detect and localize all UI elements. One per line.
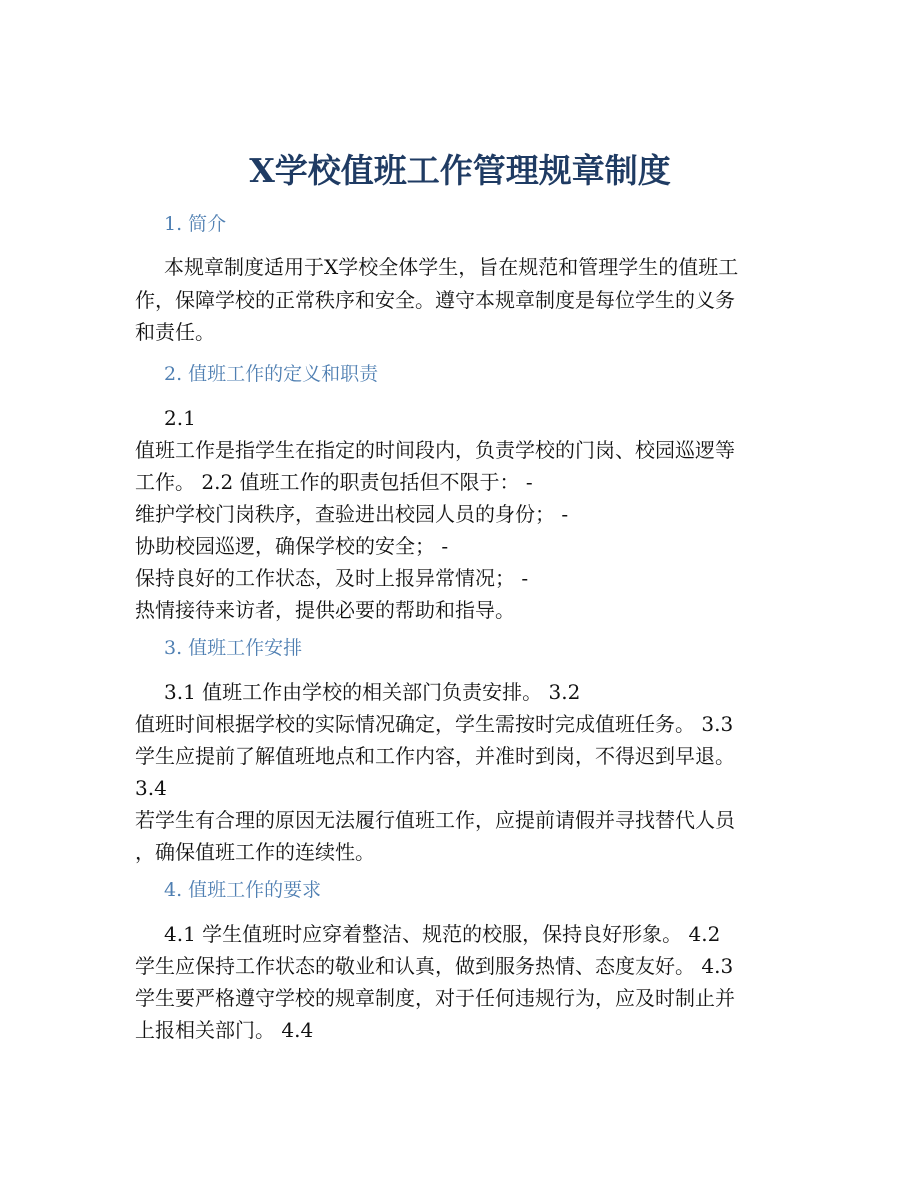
paragraph-line: 热情接待来访者，提供必要的帮助和指导。: [135, 598, 515, 622]
paragraph-line: 值班工作是指学生在指定的时间段内，负责学校的门岗、校园巡逻等: [135, 438, 735, 462]
paragraph-line: 2.1: [164, 406, 196, 430]
paragraph-line: 学生应提前了解值班地点和工作内容，并准时到岗，不得迟到早退。: [135, 744, 735, 768]
section-heading-introduction: 1. 简介: [164, 213, 227, 235]
paragraph-line: 维护学校门岗秩序，查验进出校园人员的身份； -: [135, 502, 569, 526]
section-heading-definition-duties: 2. 值班工作的定义和职责: [164, 363, 379, 385]
document-title: X学校值班工作管理规章制度: [249, 151, 671, 190]
paragraph-line: 若学生有合理的原因无法履行值班工作，应提前请假并寻找替代人员: [135, 808, 735, 832]
paragraph-line: 3.1 值班工作由学校的相关部门负责安排。 3.2: [164, 680, 581, 704]
section-heading-arrangement: 3. 值班工作安排: [164, 637, 303, 659]
paragraph-line: 和责任。: [135, 320, 215, 344]
paragraph-line: 工作。 2.2 值班工作的职责包括但不限于： -: [135, 470, 533, 494]
paragraph-line: 保持良好的工作状态，及时上报异常情况； -: [135, 566, 529, 590]
section-heading-requirements: 4. 值班工作的要求: [164, 879, 322, 901]
paragraph-line: 4.1 学生值班时应穿着整洁、规范的校服，保持良好形象。 4.2: [164, 922, 721, 946]
paragraph-line: 上报相关部门。 4.4: [135, 1018, 314, 1042]
paragraph-line: ，确保值班工作的连续性。: [135, 840, 375, 864]
paragraph-line: 学生要严格遵守学校的规章制度，对于任何违规行为，应及时制止并: [135, 986, 735, 1010]
paragraph-line: 值班时间根据学校的实际情况确定，学生需按时完成值班任务。 3.3: [135, 712, 734, 736]
paragraph-line: 本规章制度适用于X学校全体学生，旨在规范和管理学生的值班工: [164, 255, 739, 279]
paragraph-line: 作，保障学校的正常秩序和安全。遵守本规章制度是每位学生的义务: [135, 288, 735, 312]
paragraph-line: 协助校园巡逻，确保学校的安全； -: [135, 534, 449, 558]
paragraph-line: 学生应保持工作状态的敬业和认真，做到服务热情、态度友好。 4.3: [135, 954, 734, 978]
paragraph-line: 3.4: [135, 776, 167, 800]
